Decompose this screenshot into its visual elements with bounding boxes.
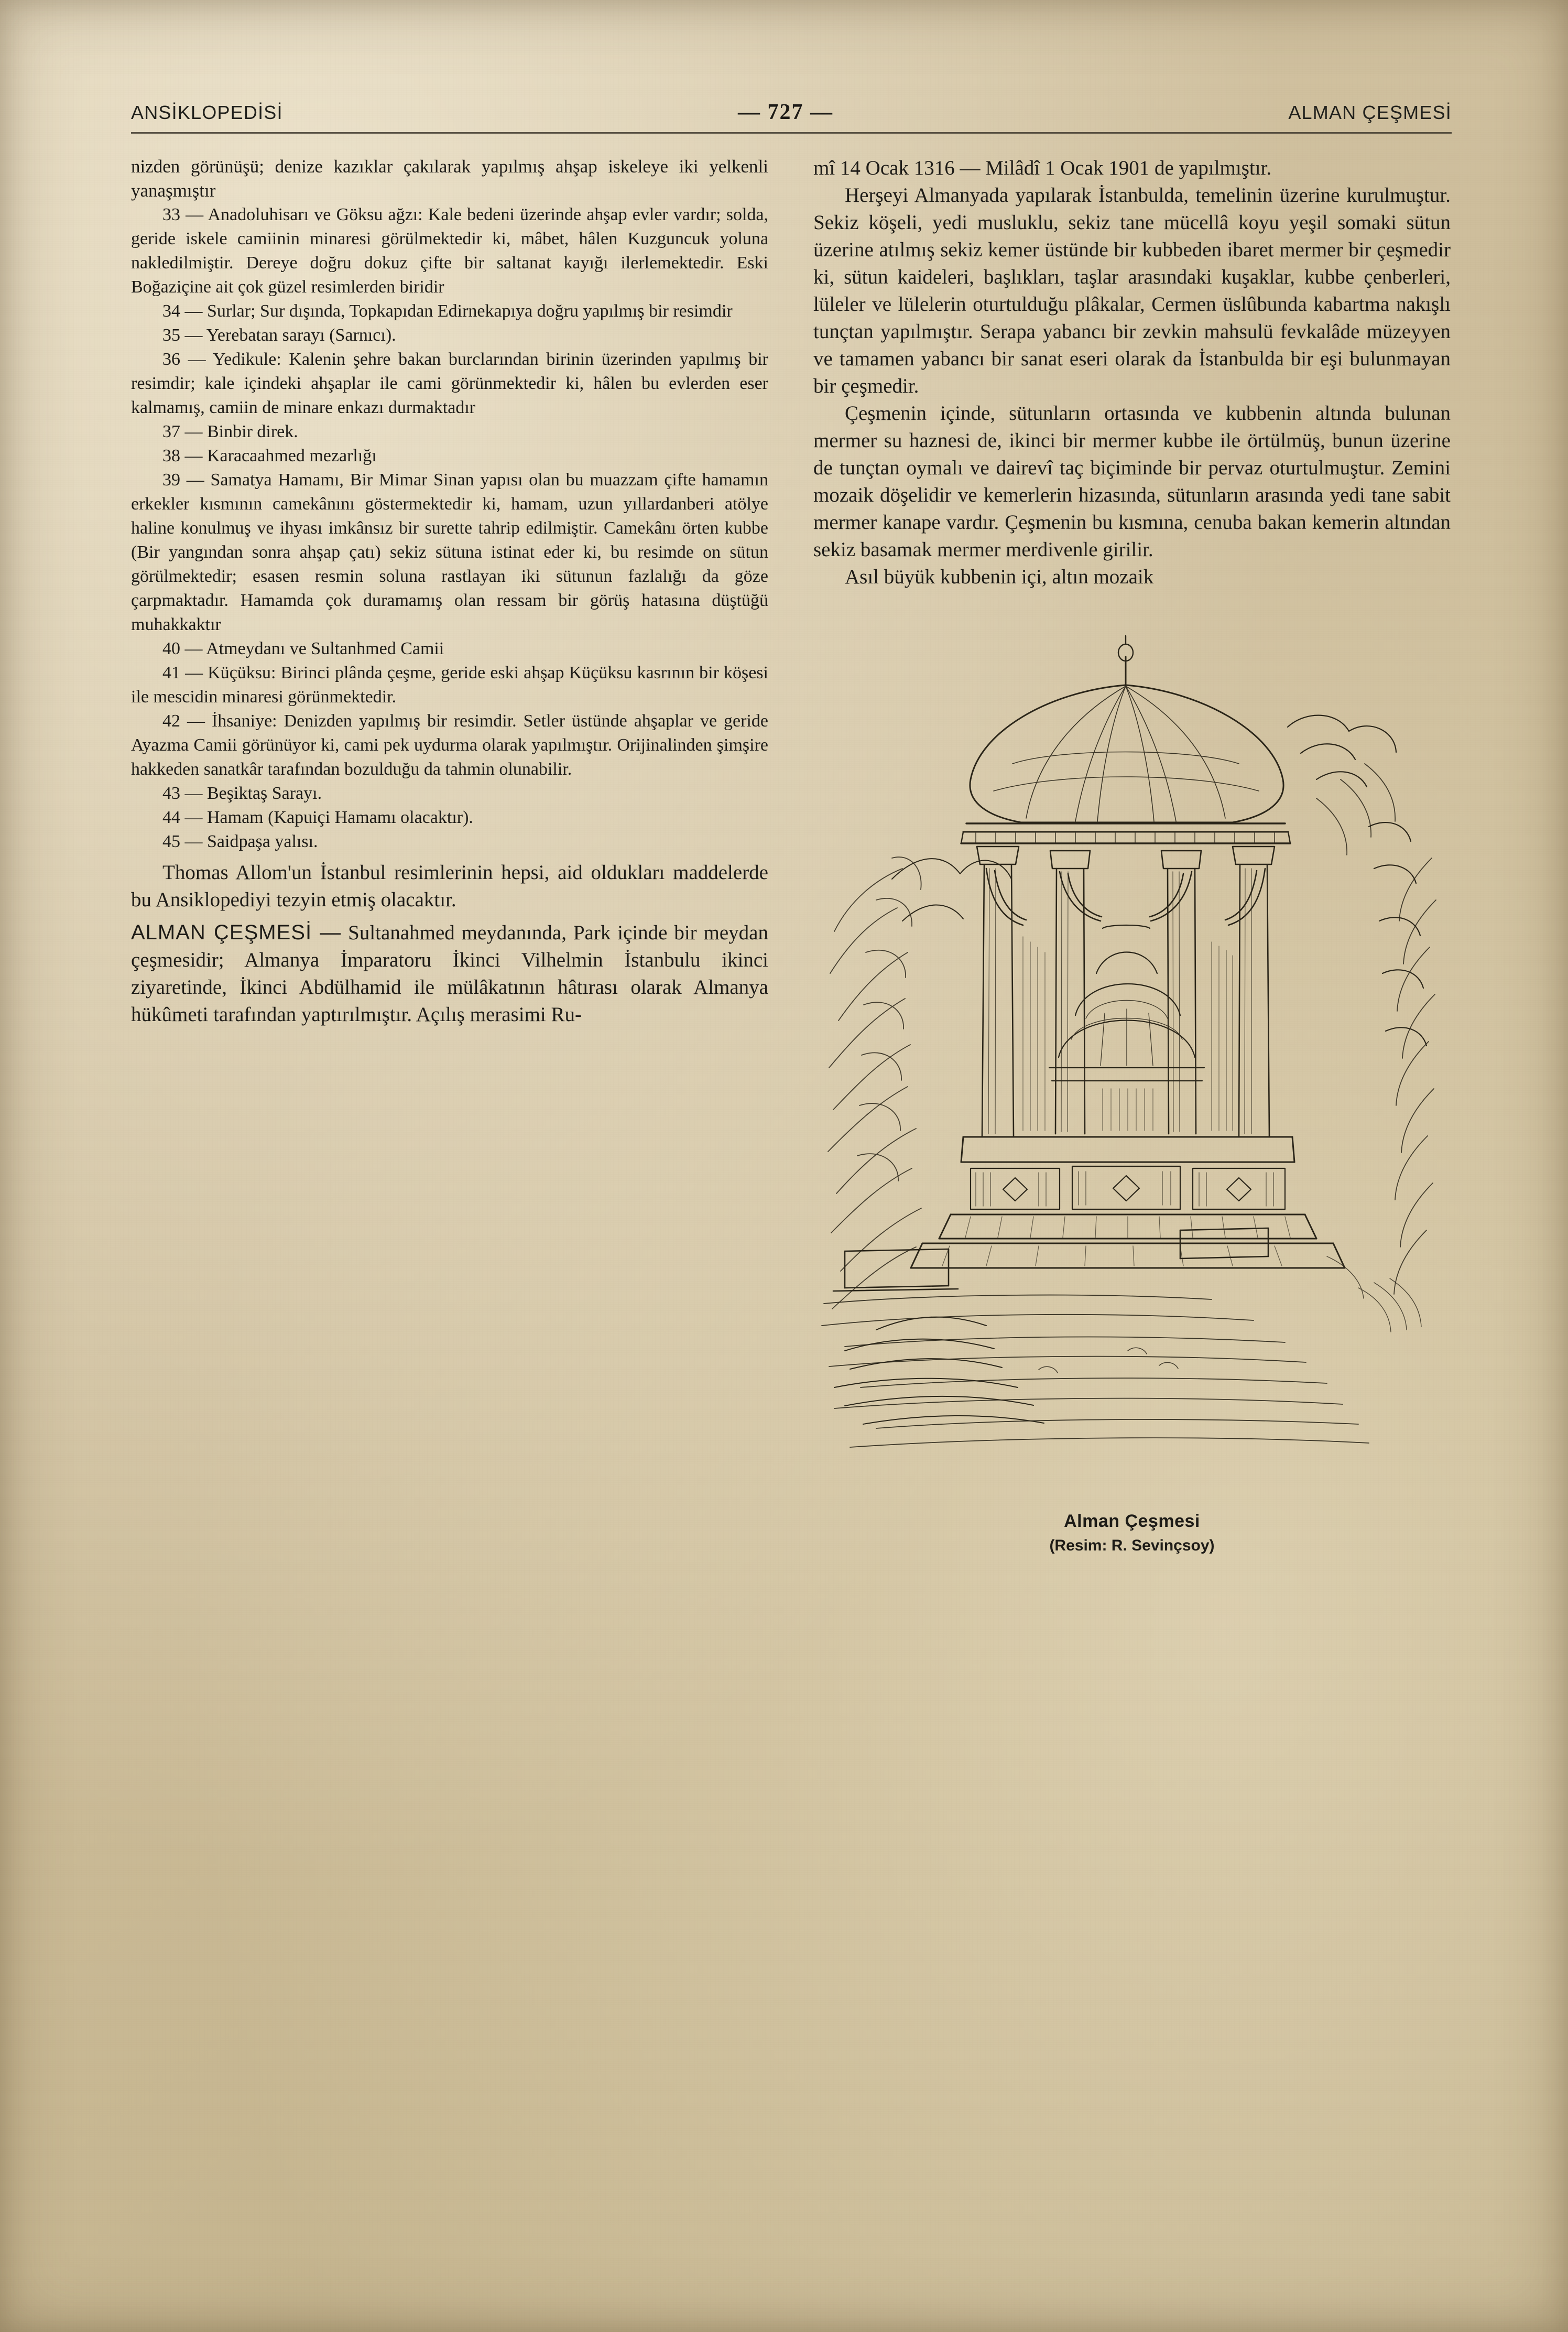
- list-item: 39 — Samatya Hamamı, Bir Mimar Sinan yapısı olan bu muazzam çifte hamamın erkekler kısmının camekânını göstermektedir ki, hamam, uzun yıllardanberi atölye haline konulmuş ve ihyası imkânsız bir surette tahrip edilmiştir. Camekânı örten kubbe (Bir yangından sonra ahşap çatı) sekiz sütuna istinat eder ki, bu resimde on sütun görülmektedir; esasen resmin soluna rastlayan iki sütunun fazlalığı da göze çarpmaktadır. Hamamda çok duramamış olan ressam bir görüş hatasına düştüğü muhakkaktır: [131, 470, 768, 634]
- paragraph-description: Herşeyi Almanyada yapılarak İstanbulda, temelinin üzerine kurulmuştur. Sekiz köşeli, yedi musluklu, sekiz tane mücellâ koyu yeşil somaki sütun üzerine atılmış sekiz kemer üstünde bir kubbeden ibaret mermer bir çeşmedir ki, sütun kaideleri, başlıkları, taşlar arasındaki kuşaklar, kubbe çenberleri, lüleler ve lülelerin oturtulduğu plâkalar, Cermen üslûbunda kabartma nakışlı tunçtan yapılmıştır. Serapa yabancı bir zevkin mahsulü fevkalâde müzeyyen ve tamamen yabancı bir sanat eseri olarak da İstanbulda bir eşi bulunmayan bir çeşmedir.: [813, 184, 1451, 397]
- running-head-right: ALMAN ÇEŞMESİ: [1288, 102, 1452, 123]
- list-item: 36 — Yedikule: Kalenin şehre bakan burclarından birinin üzerinden yapılmış bir resimdir; kale içindeki ahşaplar ile cami görünmektedir ki, hâlen bu evlerden eser kalmamış, camiin de minare enkazı durmaktadır: [131, 350, 768, 417]
- list-item: 33 — Anadoluhisarı ve Göksu ağzı: Kale bedeni üzerinde ahşap evler vardır; solda, geride iskele camiinin minaresi görülmektedir ki, mâbet, hâlen Kuzguncuk yoluna nakledilmiştir. Dereye doğru dokuz çifte bir saltanat kayığı ilerlemektedir. Eski Boğaziçine ait çok güzel resimlerden biridir: [131, 205, 768, 297]
- list-item: 45 — Saidpaşa yalısı.: [162, 832, 318, 851]
- list-item: 41 — Küçüksu: Birinci plânda çeşme, geride eski ahşap Küçüksu kasrının bir köşesi ile mescidin minaresi görünmektedir.: [131, 663, 768, 707]
- page-content: [131, 100, 1452, 1555]
- figure-caption: [813, 1511, 1451, 1555]
- header-rule: [131, 132, 1452, 134]
- right-column: [813, 155, 1451, 1555]
- paragraph-interior: Çeşmenin içinde, sütunların ortasında ve kubbenin altında bulunan mermer su haznesi de, ikinci bir mermer kubbe ile örtülmüş, bunun üzerine de tunçtan oymalı ve dairevî taç biçiminde bir pervaz oturtulmuştur. Zemini mozaik döşelidir ve kemerlerin hizasında, sütunların arasında yedi tane sabit mermer kanape vardır. Çeşmenin bu kısmına, cenuba bakan kemerin altından sekiz basamak mermer merdivenle girilir.: [813, 402, 1451, 561]
- list-item: 42 — İhsaniye: Denizden yapılmış bir resimdir. Setler üstünde ahşaplar ve geride Ayazma Camii görünüyor ki, cami pek uydurma olarak yapılmıştır. Orijinalinden şimşire hakkeden sanatkâr tarafından bozulduğu da tahmin olunabilir.: [131, 711, 768, 779]
- list-item: 44 — Hamam (Kapuiçi Hamamı olacaktır).: [162, 808, 473, 827]
- list-item: 35 — Yerebatan sarayı (Sarnıcı).: [162, 326, 396, 345]
- paragraph-continuation: nizden görünüşü; denize kazıklar çakılarak yapılmış ahşap iskeleye iki yelkenli yanaşmıştır: [131, 156, 768, 201]
- body-columns: [131, 155, 1452, 1555]
- list-item: 43 — Beşiktaş Sarayı.: [162, 784, 322, 803]
- running-head-left: ANSİKLOPEDİSİ: [131, 102, 283, 123]
- list-item: 40 — Atmeydanı ve Sultanhmed Camii: [162, 639, 444, 658]
- figure-caption-credit: (Resim: R. Sevinçsoy): [1049, 1537, 1215, 1554]
- paragraph-date: mî 14 Ocak 1316 — Milâdî 1 Ocak 1901 de yapılmıştır.: [813, 157, 1272, 179]
- entry-headword: ALMAN ÇEŞMESİ —: [131, 921, 342, 944]
- page-number: — 727 —: [738, 100, 834, 124]
- list-item: 34 — Surlar; Sur dışında, Topkapıdan Edirnekapıya doğru yapılmış bir resimdir: [162, 301, 733, 321]
- entry-body-text: Sultanahmed meydanında, Park içinde bir meydan çeşmesidir; Almanya İmparatoru İkinci Vilhelmin İstanbulu ikinci ziyaretinde, İkinci Abdülhamid ile mülâkatının hâtırası olarak Almanya hükûmeti tarafından yaptırılmıştır. Açılış merasimi Ru-: [131, 921, 768, 1026]
- left-column: [131, 155, 768, 1555]
- list-item: 38 — Karacaahmed mezarlığı: [162, 446, 377, 465]
- fountain-illustration: [813, 606, 1451, 1498]
- figure-caption-title: Alman Çeşmesi: [1064, 1511, 1200, 1531]
- paragraph-dome: Asıl büyük kubbenin içi, altın mozaik: [845, 566, 1154, 588]
- figure-alman-cesmesi: [813, 606, 1451, 1555]
- paragraph-allom: Thomas Allom'un İstanbul resimlerinin hepsi, aid oldukları maddelerde bu Ansiklopediyi tezyin etmiş olacaktır.: [131, 861, 768, 911]
- entry-alman-cesmesi: [131, 919, 768, 1028]
- running-head: [131, 100, 1452, 125]
- list-item: 37 — Binbir direk.: [162, 422, 298, 441]
